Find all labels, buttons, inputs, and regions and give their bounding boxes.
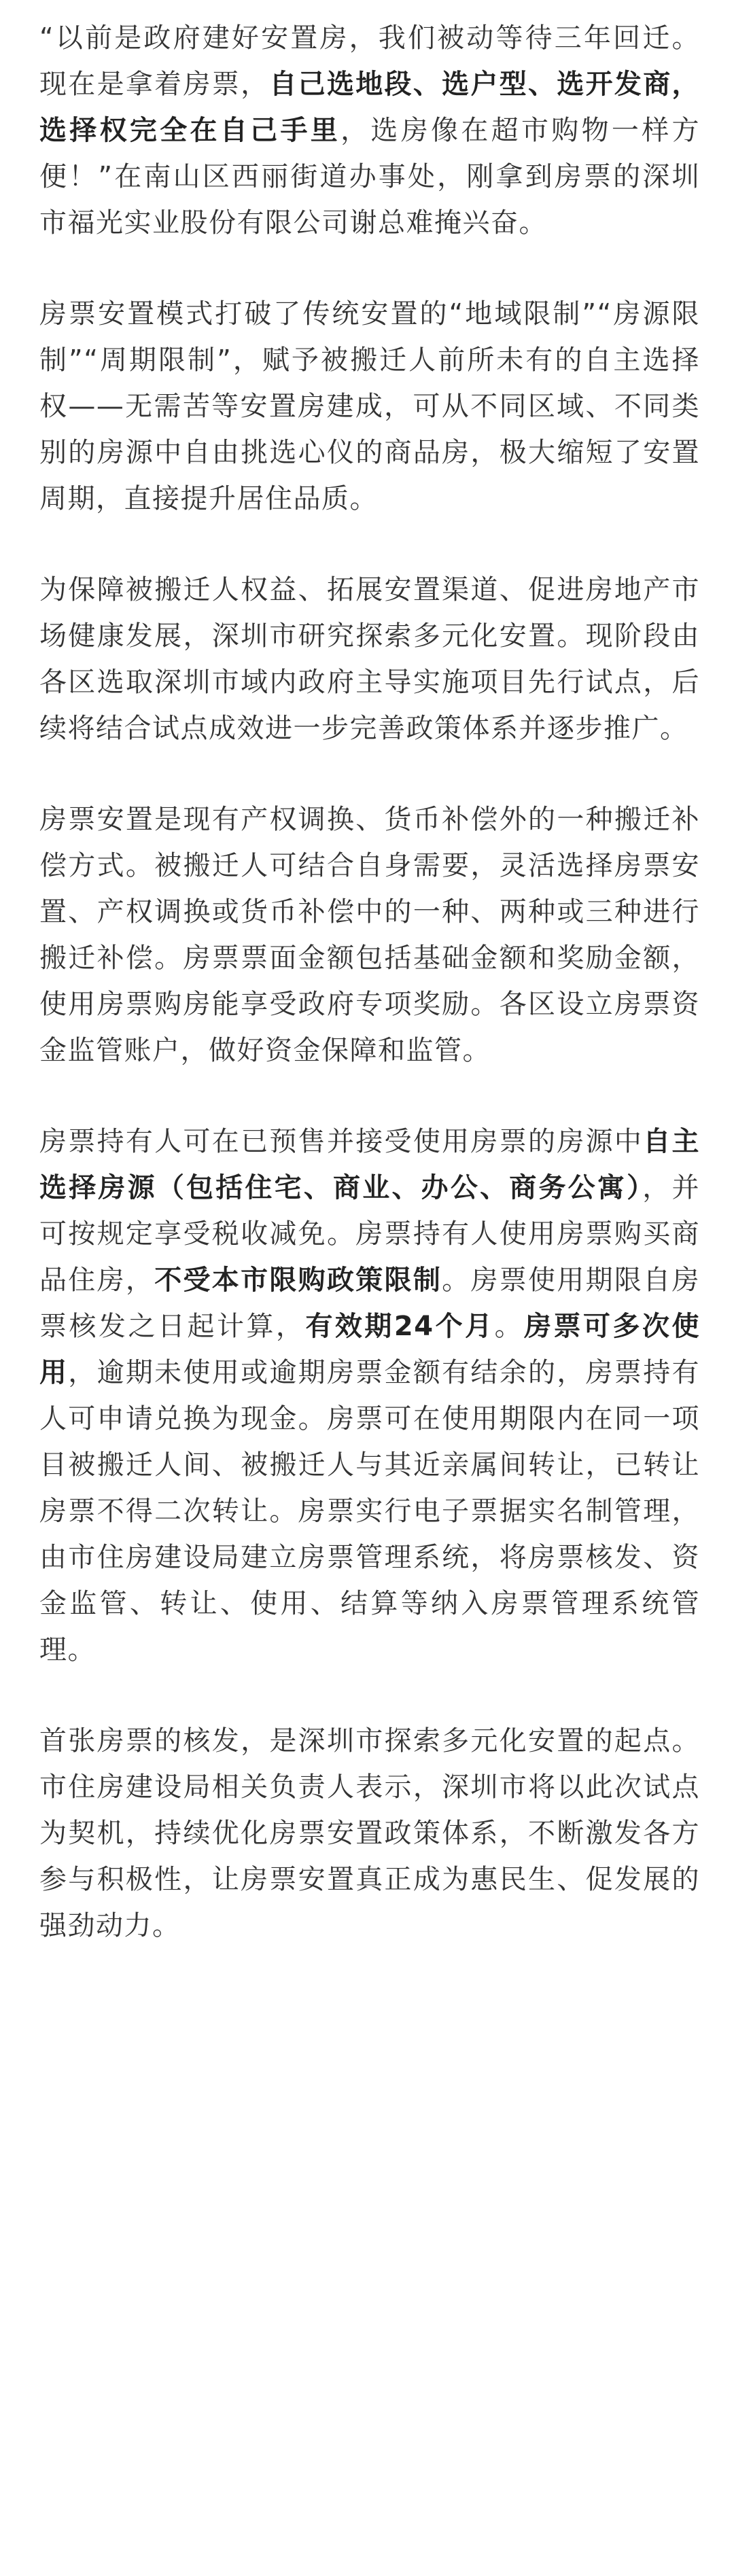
text-segment-bold: 有效期24个月 [305,1311,495,1342]
text-segment: “以前是政府建好安置房，我们被动等待三年回迁。现在是拿着房票， [39,22,700,100]
text-segment-bold: 房票可多次使用 [39,1311,701,1388]
paragraph-usage-rules [39,1118,700,1673]
text-segment: 首张房票的核发，是深圳市探索多元化安置的起点。市住房建设局相关负责人表示，深圳市将以此次试点为契机，持续优化房票安置政策体系，不断激发各方参与积极性，让房票安置真正成为惠民生、促发展的强劲动力。 [39,1725,700,1941]
paragraph-pilot-background [39,567,700,752]
text-segment: ，并可按规定享受税收减免。房票持有人使用房票购买商品住房， [39,1172,701,1296]
paragraph-compensation-method [39,796,700,1074]
text-segment: 为保障被搬迁人权益、拓展安置渠道、促进房地产市场健康发展，深圳市研究探索多元化安置。现阶段由各区选取深圳市域内政府主导实施项目先行试点，后续将结合试点成效进一步完善政策体系并逐步推广。 [39,574,700,744]
paragraph-first-ticket-outlook [39,1718,700,1949]
text-segment: ，逾期未使用或逾期房票金额有结余的，房票持有人可申请兑换为现金。房票可在使用期限内在同一项目被搬迁人间、被搬迁人与其近亲属间转让，已转让房票不得二次转让。房票实行电子票据实名制管理，由市住房建设局建立房票管理系统，将房票核发、资金监管、转让、使用、结算等纳入房票管理系统管理。 [39,1357,701,1665]
text-segment-bold: 自主选择房源（包括住宅、商业、办公、商务公寓） [39,1126,701,1203]
text-segment: 房票持有人可在已预售并接受使用房票的房源中 [39,1126,644,1157]
text-segment: 房票安置是现有产权调换、货币补偿外的一种搬迁补偿方式。被搬迁人可结合自身需要，灵活选择房票安置、产权调换或货币补偿中的一种、两种或三种进行搬迁补偿。房票票面金额包括基础金额和奖励金额，使用房票购房能享受政府专项奖励。各区设立房票资金监管账户，做好资金保障和监管。 [39,804,700,1066]
paragraph-model-advantages [39,291,700,522]
text-segment-bold: 不受本市限购政策限制 [154,1265,442,1296]
text-segment: 。 [494,1311,525,1342]
text-segment: 房票安置模式打破了传统安置的“地域限制”“房源限制”“周期限制”，赋予被搬迁人前所未有的自主选择权——无需苦等安置房建成，可从不同区域、不同类别的房源中自由挑选心仪的商品房，极大缩短了安置周期，直接提升居住品质。 [39,298,700,514]
text-segment-bold: 自己选地段、选户型、选开发商，选择权完全在自己手里 [39,69,701,146]
paragraph-intro-quote [39,15,700,246]
article-body [39,15,700,1994]
text-segment: 。房票使用期限自房票核发之日起计算， [39,1265,701,1342]
text-segment: ，选房像在超市购物一样方便！”在南山区西丽街道办事处，刚拿到房票的深圳市福光实业股份有限公司谢总难掩兴奋。 [39,115,701,239]
